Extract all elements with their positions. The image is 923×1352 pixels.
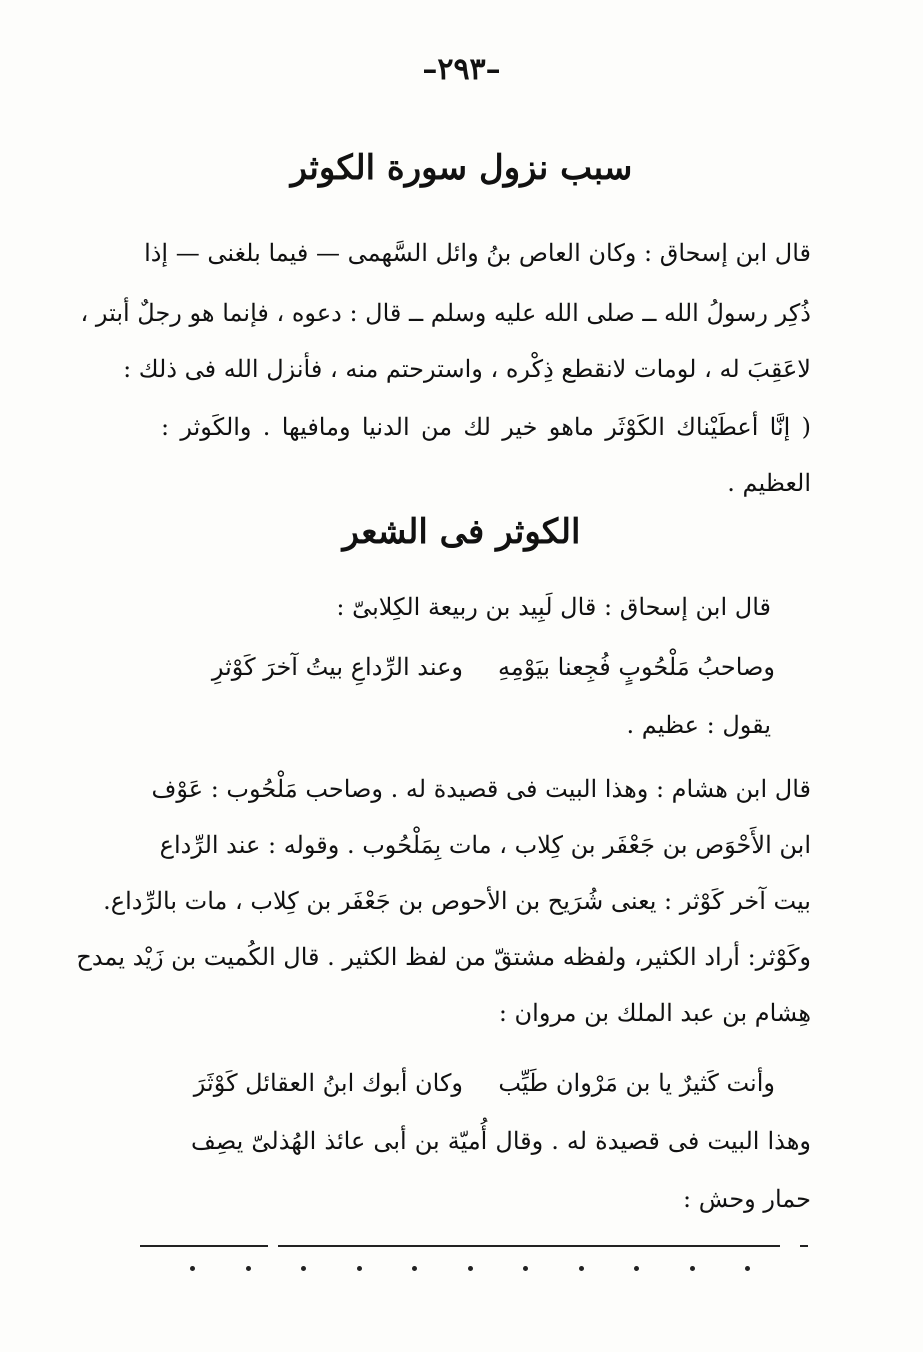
ellipsis-dot: [523, 1266, 528, 1271]
paragraph-2-line-3: بيت آخر كَوْثر : يعنى شُرَيح بن الأحوص بن جَعْفَر بن كِلاب ، مات بالرِّداع.: [103, 887, 811, 915]
paragraph-1-line-4: ( إنَّا أعطَيْناك الكَوْثَر ماهو خير لك من الدنيا ومافيها . والكَوثر :: [161, 413, 811, 441]
ellipsis-dot: [690, 1266, 695, 1271]
verse-2-second-hemistich: وكان أبوك ابنُ العقائل كَوْثَرَ: [193, 1069, 463, 1097]
ellipsis-dot: [579, 1266, 584, 1271]
footnote-divider-tick: [800, 1245, 808, 1247]
verse-1-gloss: يقول : عظيم .: [626, 711, 771, 739]
section-2-intro: قال ابن إسحاق : قال لَبِيد بن ربيعة الكِلابىّ :: [336, 593, 771, 621]
paragraph-3-line-1: وهذا البيت فى قصيدة له . وقال أُميّة بن أبى عائذ الهُذلىّ يصِف: [191, 1127, 811, 1155]
paragraph-3-line-2: حمار وحش :: [683, 1185, 811, 1213]
paragraph-2-line-2: ابن الأَحْوَص بن جَعْفَر بن كِلاب ، مات بِمَلْحُوب . وقوله : عند الرِّداع: [159, 831, 811, 859]
section-heading-revelation: سبب نزول سورة الكوثر: [290, 148, 633, 188]
ellipsis-dot: [468, 1266, 473, 1271]
verse-1-second-hemistich: وعند الرِّداعِ بيتُ آخرَ كَوْثرِ: [211, 653, 463, 681]
ellipsis-dot: [246, 1266, 251, 1271]
footnote-dot-row: [190, 1266, 750, 1271]
page-number: –٢٩٣–: [422, 52, 501, 87]
section-heading-poetry: الكوثر فى الشعر: [342, 512, 581, 552]
paragraph-2-line-4: وكَوْثر: أراد الكثير، ولفظه مشتقّ من لفظ الكثير . قال الكُميت بن زَيْد يمدح: [76, 943, 811, 971]
footnote-divider-long: [278, 1245, 780, 1247]
verse-1-first-hemistich: وصاحبُ مَلْحُوبٍ فُجِعنا بيَوْمِهِ: [498, 653, 775, 681]
footnote-divider-short: [140, 1245, 268, 1247]
ellipsis-dot: [357, 1266, 362, 1271]
ellipsis-dot: [301, 1266, 306, 1271]
ellipsis-dot: [190, 1266, 195, 1271]
ellipsis-dot: [634, 1266, 639, 1271]
paragraph-1-line-3: لاعَقِبَ له ، لومات لانقطع ذِكْره ، واسترحتم منه ، فأنزل الله فى ذلك :: [123, 355, 811, 383]
paragraph-1-line-1: قال ابن إسحاق : وكان العاص بنُ وائل السَّهمى — فيما بلغنى — إذا: [144, 239, 811, 267]
ellipsis-dot: [412, 1266, 417, 1271]
paragraph-1-line-2: ذُكِر رسولُ الله ــ صلى الله عليه وسلم ــ قال : دعوه ، فإنما هو رجلٌ أبتر ،: [80, 299, 811, 327]
paragraph-2-line-1: قال ابن هشام : وهذا البيت فى قصيدة له . وصاحب مَلْحُوب : عَوْف: [151, 775, 811, 803]
paragraph-1-line-5: العظيم .: [727, 469, 811, 497]
ellipsis-dot: [745, 1266, 750, 1271]
verse-2-first-hemistich: وأنت كَثيرٌ يا بن مَرْوان طَيِّب: [498, 1069, 775, 1097]
paragraph-2-line-5: هِشام بن عبد الملك بن مروان :: [498, 999, 811, 1027]
